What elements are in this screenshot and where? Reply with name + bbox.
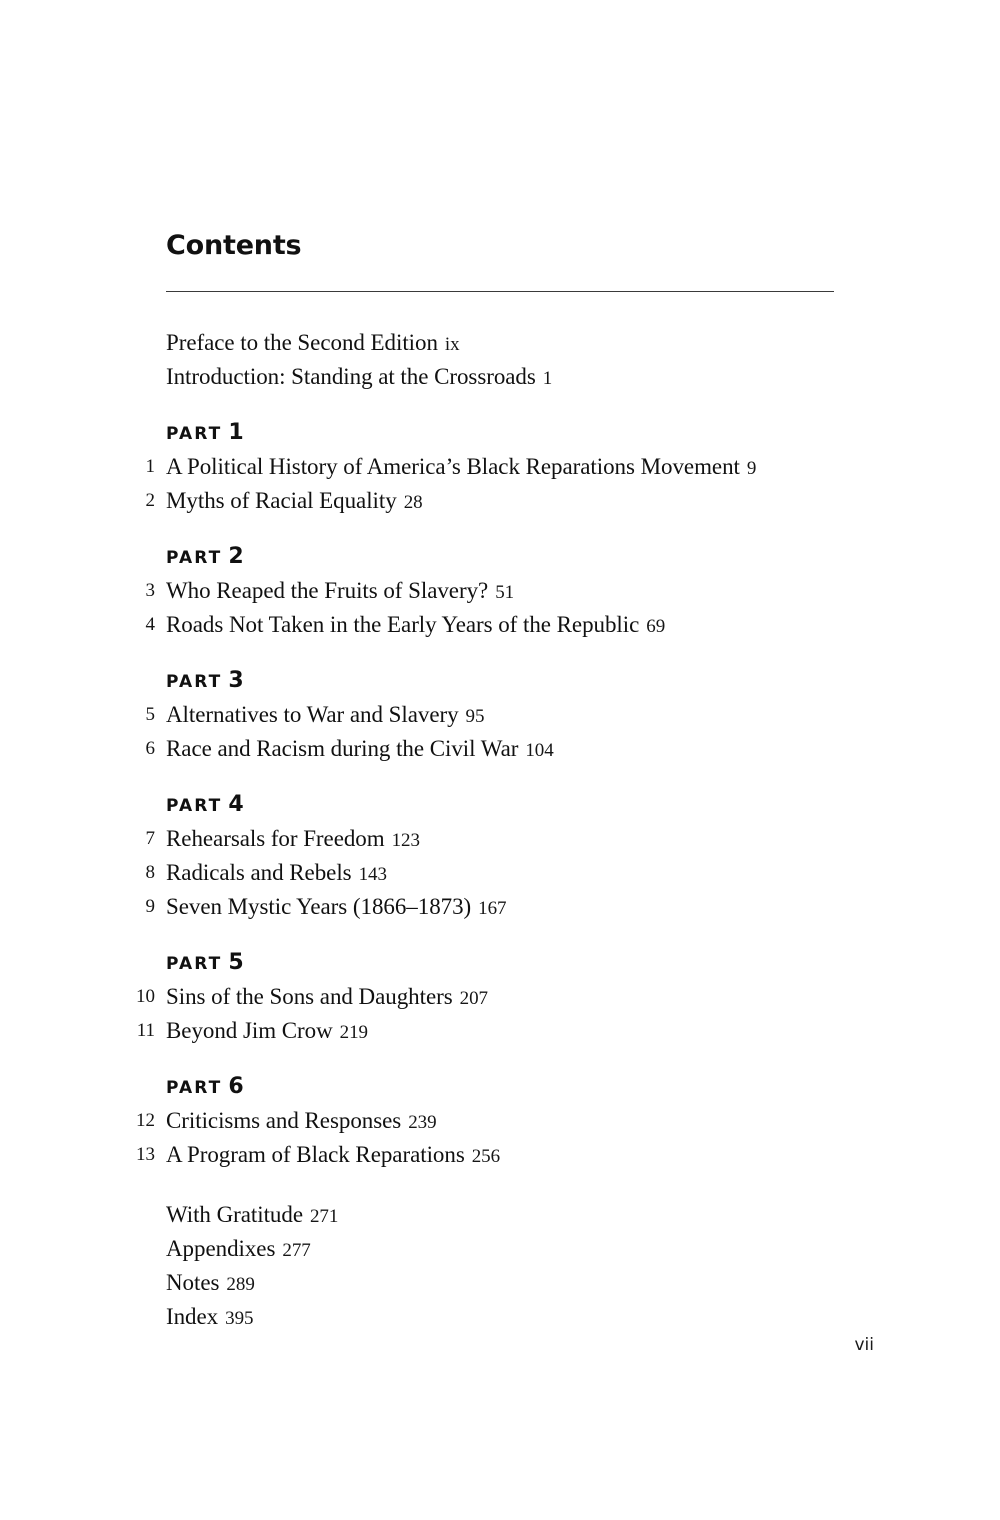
toc-entry-page-number: 167 (478, 898, 507, 919)
toc-entry-label: Preface to the Second Edition ix (166, 330, 460, 355)
toc-entry-index[interactable] (0, 1300, 1000, 1334)
part-heading-1 (0, 394, 1000, 450)
toc-entry-label: With Gratitude 271 (166, 1202, 339, 1227)
page-folio-number: vii (854, 1335, 874, 1355)
chapter-number: 3 (145, 580, 155, 601)
toc-entry-page-number: 95 (465, 706, 485, 727)
title-divider-rule (166, 291, 834, 292)
toc-entry-page-number: 1 (542, 368, 553, 389)
front-matter-group (0, 326, 1000, 394)
part-heading-3 (0, 642, 1000, 698)
toc-entry-chapter-2[interactable] (0, 484, 1000, 518)
toc-entry-page-number: 104 (525, 740, 554, 761)
toc-entry-chapter-6[interactable] (0, 732, 1000, 766)
toc-entry-chapter-8[interactable] (0, 856, 1000, 890)
toc-entry-page-number: 207 (459, 988, 488, 1009)
toc-entry-label: Radicals and Rebels 143 (166, 860, 387, 885)
toc-entry-page-number: 143 (358, 864, 387, 885)
toc-entry-introduction[interactable] (0, 360, 1000, 394)
part-label: PART 1 (166, 420, 244, 445)
toc-entry-page-number: 69 (646, 616, 666, 637)
part-label: PART 3 (166, 668, 244, 693)
toc-entry-page-number: 395 (225, 1308, 254, 1329)
toc-entry-page-number: 123 (391, 830, 420, 851)
toc-entry-label: Beyond Jim Crow 219 (166, 1018, 368, 1043)
part-heading-2 (0, 518, 1000, 574)
chapter-number: 12 (136, 1110, 155, 1131)
chapter-number: 11 (136, 1020, 155, 1041)
part-number: 2 (228, 544, 244, 569)
toc-entry-page-number: 9 (746, 458, 757, 479)
chapter-number: 4 (145, 614, 155, 635)
part-number: 1 (228, 420, 244, 445)
toc-entry-label: Criticisms and Responses 239 (166, 1108, 437, 1133)
toc-entry-chapter-9[interactable] (0, 890, 1000, 924)
part-heading-4 (0, 766, 1000, 822)
chapter-number: 13 (136, 1144, 155, 1165)
toc-entry-label: A Program of Black Reparations 256 (166, 1142, 501, 1167)
toc-entry-chapter-13[interactable] (0, 1138, 1000, 1172)
chapter-number: 9 (145, 896, 155, 917)
toc-entry-page-number: 289 (226, 1274, 255, 1295)
toc-entry-page-number: ix (444, 334, 460, 355)
toc-entry-page-number: 51 (495, 582, 515, 603)
part-number: 5 (228, 950, 244, 975)
page-title: Contents (166, 230, 302, 261)
toc-entry-chapter-4[interactable] (0, 608, 1000, 642)
toc-entry-with-gratitude[interactable] (0, 1198, 1000, 1232)
toc-entry-label: Who Reaped the Fruits of Slavery? 51 (166, 578, 515, 603)
part-heading-5 (0, 924, 1000, 980)
chapter-number: 6 (145, 738, 155, 759)
chapter-number: 5 (145, 704, 155, 725)
toc-entry-page-number: 239 (408, 1112, 437, 1133)
chapter-number: 8 (145, 862, 155, 883)
toc-entry-chapter-3[interactable] (0, 574, 1000, 608)
toc-entry-chapter-11[interactable] (0, 1014, 1000, 1048)
chapter-number: 10 (136, 986, 155, 1007)
toc-entry-appendixes[interactable] (0, 1232, 1000, 1266)
toc-entry-label: A Political History of America’s Black Reparations Movement 9 (166, 454, 757, 479)
toc-entry-label: Myths of Racial Equality 28 (166, 488, 423, 513)
toc-entry-label: Notes 289 (166, 1270, 255, 1295)
toc-entry-label: Appendixes 277 (166, 1236, 311, 1261)
toc-entry-page-number: 219 (339, 1022, 368, 1043)
part-heading-6 (0, 1048, 1000, 1104)
toc-entry-label: Rehearsals for Freedom 123 (166, 826, 420, 851)
part-number: 4 (228, 792, 244, 817)
part-label: PART 2 (166, 544, 244, 569)
toc-entry-page-number: 256 (471, 1146, 501, 1167)
chapter-number: 2 (145, 490, 155, 511)
toc-entry-notes[interactable] (0, 1266, 1000, 1300)
toc-entry-chapter-12[interactable] (0, 1104, 1000, 1138)
part-label: PART 5 (166, 950, 244, 975)
part-number: 6 (228, 1074, 244, 1099)
toc-entry-label: Race and Racism during the Civil War 104 (166, 736, 554, 761)
toc-entry-page-number: 28 (403, 492, 423, 513)
toc-entry-label: Introduction: Standing at the Crossroads 1 (166, 364, 553, 389)
chapter-number: 7 (145, 828, 155, 849)
toc-entry-chapter-7[interactable] (0, 822, 1000, 856)
toc-entry-label: Alternatives to War and Slavery 95 (166, 702, 485, 727)
part-label: PART 6 (166, 1074, 244, 1099)
toc-entry-preface[interactable] (0, 326, 1000, 360)
chapter-number: 1 (145, 456, 155, 477)
part-label: PART 4 (166, 792, 244, 817)
toc-entry-label: Sins of the Sons and Daughters 207 (166, 984, 488, 1009)
toc-entry-label: Index 395 (166, 1304, 254, 1329)
toc-entry-label: Roads Not Taken in the Early Years of the Republic 69 (166, 612, 666, 637)
toc-entry-page-number: 271 (309, 1206, 339, 1227)
toc-entry-page-number: 277 (282, 1240, 311, 1261)
toc-entry-label: Seven Mystic Years (1866–1873) 167 (166, 894, 507, 919)
toc-entry-chapter-5[interactable] (0, 698, 1000, 732)
back-matter-group (0, 1172, 1000, 1334)
part-number: 3 (228, 668, 244, 693)
toc-entry-chapter-10[interactable] (0, 980, 1000, 1014)
toc-entry-chapter-1[interactable] (0, 450, 1000, 484)
toc-list (0, 326, 1000, 1334)
